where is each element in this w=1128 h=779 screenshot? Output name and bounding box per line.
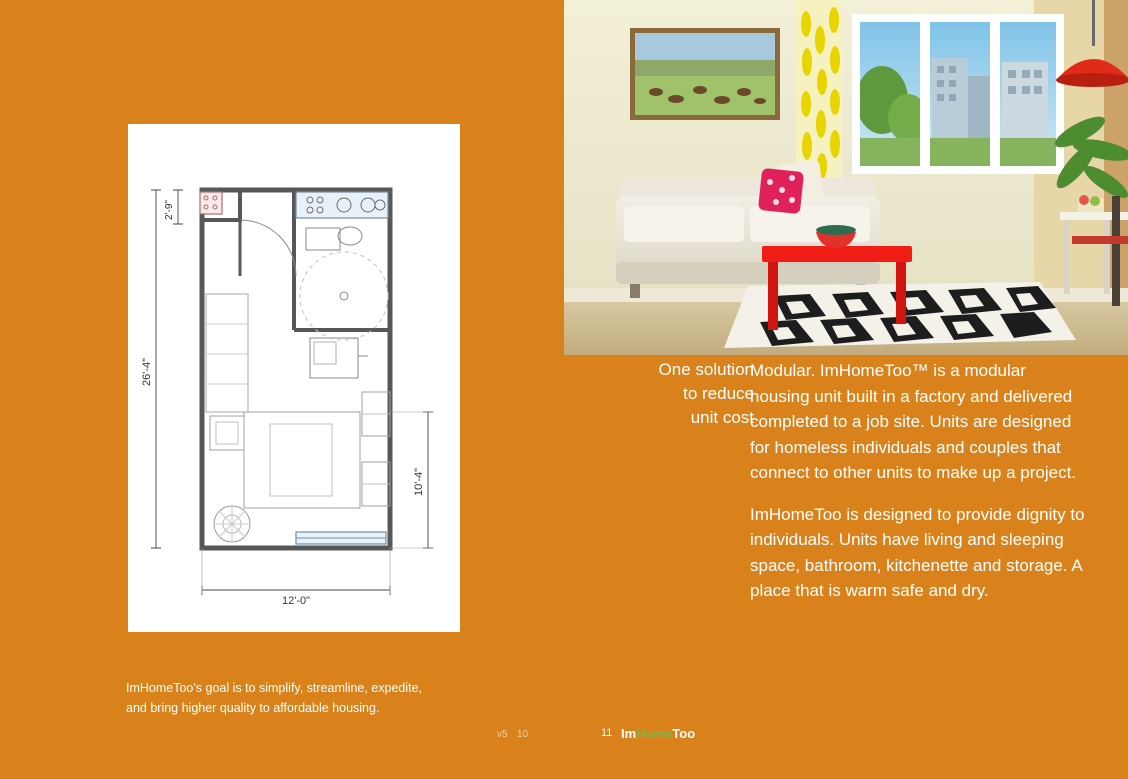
pull-quote-line-2: to reduce	[683, 384, 754, 404]
body-paragraph-2: ImHomeToo is designed to provide dignity to individuals. Units have living and sleeping space, bathroom, kitchenette and storage. A place that is warm safe and dry.	[750, 504, 1085, 600]
right-page	[564, 0, 1128, 779]
left-caption-line1: ImHomeToo's goal is to simplify, streamline, expedite,	[126, 681, 423, 695]
version-label: v5	[497, 729, 508, 740]
version-number: 10	[517, 729, 529, 740]
dim-top-left: 2'-9"	[164, 200, 175, 220]
brand-logo	[621, 726, 695, 741]
brand-home: Home	[636, 726, 673, 741]
left-caption-line2: and bring higher quality to affordable housing.	[126, 701, 380, 715]
pull-quote-line-1: One solution	[658, 360, 754, 379]
body-paragraph-1: Modular. ImHomeToo™ is a modular housing unit built in a factory and delivered completed to a job site. Units are designed for homeless individuals and couples that connect to other units to make up a project.	[750, 361, 1077, 482]
interior-photo	[564, 0, 1128, 355]
dim-right: 10'-4"	[413, 467, 425, 497]
pull-quote	[604, 358, 754, 430]
page-footer	[0, 724, 1128, 754]
floorplan-card	[128, 124, 460, 632]
brand-too: Too	[672, 726, 696, 741]
floorplan-drawing	[128, 124, 460, 632]
page-number: 11	[601, 727, 613, 739]
pull-quote-line-3: unit cost	[690, 408, 754, 428]
body-copy	[750, 358, 1090, 620]
brand-im: Im	[621, 726, 637, 741]
dim-left: 26'-4"	[141, 357, 153, 387]
dim-bottom: 12'-0"	[281, 595, 311, 607]
left-caption	[126, 678, 486, 718]
